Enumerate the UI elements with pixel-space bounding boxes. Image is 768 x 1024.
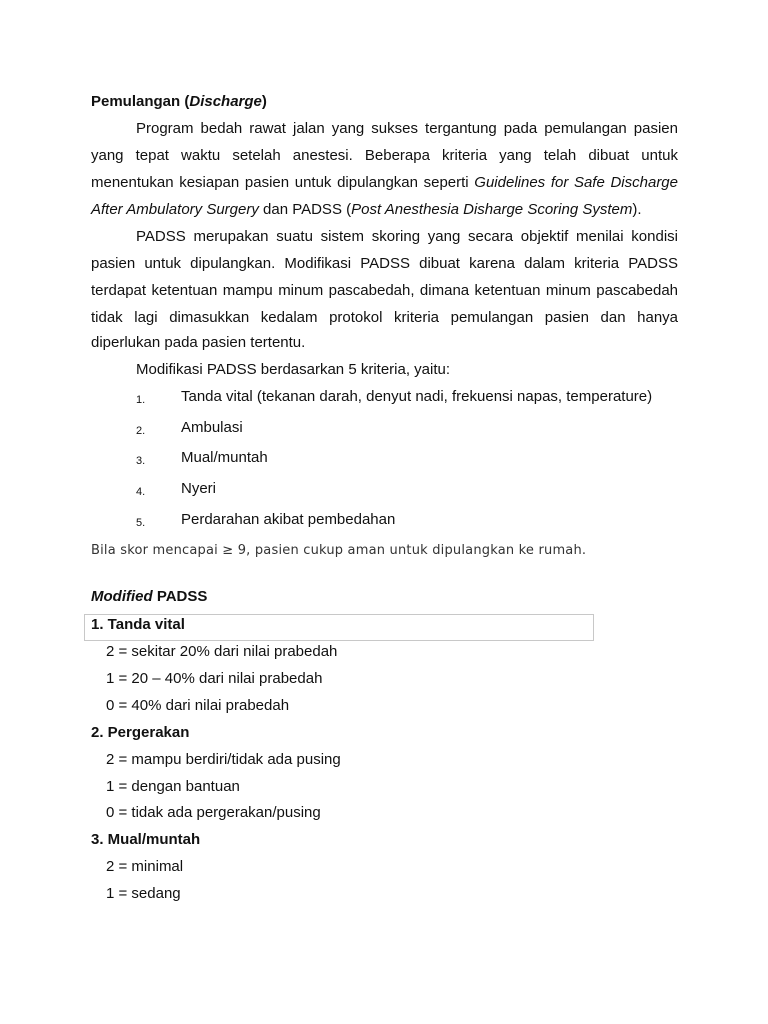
modified-title-rest: PADSS bbox=[152, 588, 208, 605]
score-item: 0 = 40% dari nilai prabedah bbox=[106, 697, 290, 714]
criteria-text: Tanda vital (tekanan darah, denyut nadi, frekuensi napas, temperature) bbox=[181, 388, 653, 405]
para2-line1: PADSS merupakan suatu sistem skoring yang secara objektif menilai kondisi bbox=[136, 228, 678, 245]
para1-line1: Program bedah rawat jalan yang sukses tergantung pada pemulangan pasien bbox=[136, 120, 678, 137]
score-item: 2 = sekitar 20% dari nilai prabedah bbox=[106, 643, 338, 660]
para2-line5: diperlukan pada pasien tertentu. bbox=[91, 334, 306, 351]
criteria-num: 5. bbox=[136, 517, 146, 529]
para1-line3-italic: Guidelines for Safe Discharge bbox=[474, 174, 678, 191]
heading-prefix: Pemulangan ( bbox=[91, 93, 190, 110]
para1-line4-italic2: Post Anesthesia Disharge Scoring System bbox=[351, 201, 633, 218]
para1-line4-end: ). bbox=[632, 201, 642, 218]
heading-italic: Discharge bbox=[189, 93, 262, 110]
criteria-text: Perdarahan akibat pembedahan bbox=[181, 511, 396, 528]
section-heading bbox=[91, 93, 267, 111]
score-item: 2 = mampu berdiri/tidak ada pusing bbox=[106, 751, 341, 768]
score-item: 0 = tidak ada pergerakan/pusing bbox=[106, 804, 321, 821]
modified-title-italic: Modified bbox=[91, 588, 153, 605]
para1-line3 bbox=[91, 174, 678, 192]
score-item: 2 = minimal bbox=[106, 858, 184, 875]
criteria-num: 2. bbox=[136, 425, 146, 437]
criteria-num: 4. bbox=[136, 486, 146, 498]
modified-padss-title bbox=[91, 588, 207, 606]
para1-line2: yang tepat waktu setelah anestesi. Beberapa kriteria yang telah dibuat untuk bbox=[91, 147, 678, 164]
para1-line4-mid: dan PADSS ( bbox=[258, 201, 352, 218]
section-title: 2. Pergerakan bbox=[91, 724, 190, 741]
criteria-text: Ambulasi bbox=[181, 419, 243, 436]
score-note: Bila skor mencapai ≥ 9, pasien cukup aman untuk dipulangkan ke rumah. bbox=[91, 543, 587, 558]
para1-line4-italic: After Ambulatory Surgery bbox=[91, 201, 259, 218]
criteria-text: Mual/muntah bbox=[181, 449, 268, 466]
criteria-num: 3. bbox=[136, 455, 146, 467]
para2-line4: tidak lagi dimasukkan kedalam protokol kriteria pemulangan pasien dan hanya bbox=[91, 309, 678, 326]
section-title: 1. Tanda vital bbox=[91, 616, 185, 633]
para1-line3-plain: menentukan kesiapan pasien untuk dipulangkan seperti bbox=[91, 174, 475, 191]
score-item: 1 = dengan bantuan bbox=[106, 778, 240, 795]
score-item: 1 = sedang bbox=[106, 885, 181, 902]
heading-suffix: ) bbox=[261, 93, 267, 110]
section-title: 3. Mual/muntah bbox=[91, 831, 201, 848]
criteria-text: Nyeri bbox=[181, 480, 217, 497]
score-item: 1 = 20 – 40% dari nilai prabedah bbox=[106, 670, 323, 687]
para3: Modifikasi PADSS berdasarkan 5 kriteria, yaitu: bbox=[136, 361, 451, 378]
para2-line3: terdapat ketentuan mampu minum pascabedah, dimana ketentuan minum pascabedah bbox=[91, 282, 678, 299]
criteria-num: 1. bbox=[136, 394, 146, 406]
para1-line4 bbox=[91, 201, 678, 219]
para2-line2: pasien untuk dipulangkan. Modifikasi PADSS dibuat karena dalam kriteria PADSS bbox=[91, 255, 678, 272]
